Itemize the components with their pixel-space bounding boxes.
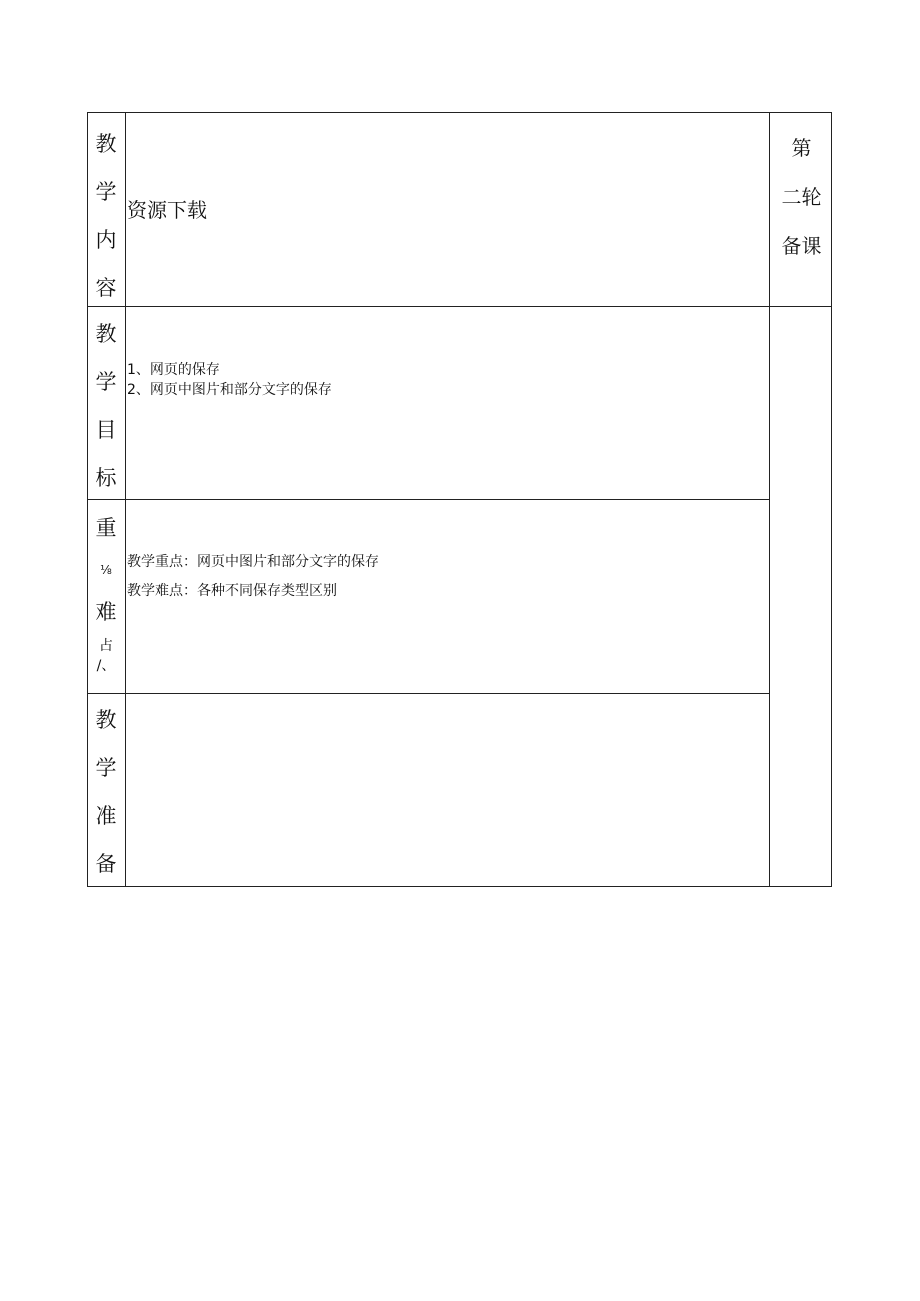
row-label-key-points: 重 ⅛ 难 占 /、 (95, 516, 117, 674)
key-point-item: 教学重点：网页中图片和部分文字的保存 (127, 554, 379, 570)
second-round-prep-note: 第 二轮 备课 (781, 136, 822, 258)
teaching-content-text: 资源下载 (127, 198, 207, 222)
goal-item: 2、网页中图片和部分文字的保存 (127, 382, 332, 398)
teaching-goals-text (127, 360, 332, 400)
row-divider-2 (87, 499, 770, 500)
row-divider-1 (87, 306, 832, 307)
table-border-top (87, 112, 832, 113)
key-points-text (127, 552, 379, 601)
row-label-teaching-content: 教 学 内 容 (95, 132, 117, 300)
lesson-plan-table (87, 112, 832, 887)
difficulty-item: 教学难点：各种不同保存类型区别 (127, 583, 337, 599)
table-border-bottom (87, 886, 832, 887)
row-divider-3 (87, 693, 770, 694)
row-label-teaching-prep: 教 学 准 备 (95, 708, 117, 876)
row-label-teaching-goals: 教 学 目 标 (95, 322, 117, 490)
goal-item: 1、网页的保存 (127, 362, 220, 378)
